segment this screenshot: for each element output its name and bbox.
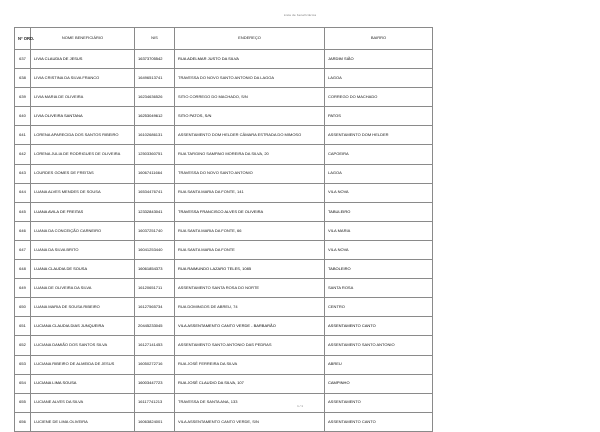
cell-ord: 638 xyxy=(15,69,31,88)
cell-bairro: SANTA ROSA xyxy=(325,279,433,298)
cell-ord: 642 xyxy=(15,145,31,164)
cell-ord: 654 xyxy=(15,374,31,393)
cell-nis: 16117741213 xyxy=(135,393,175,412)
beneficiary-table xyxy=(14,27,433,432)
cell-bairro: ASSENTAMENTO SANTO ANTONIO xyxy=(325,336,433,355)
cell-nome: LIVIA CRISTINA DA SILVA FRANCO xyxy=(31,69,135,88)
cell-nis: 16373705542 xyxy=(135,50,175,69)
cell-nis: 20445233045 xyxy=(135,317,175,336)
cell-endereco: RUA JOSÉ CLAUDIO DA SILVA, 107 xyxy=(175,374,325,393)
cell-ord: 647 xyxy=(15,240,31,259)
cell-nome: LUCIANE ALVES DA SILVA xyxy=(31,393,135,412)
cell-ord: 637 xyxy=(15,50,31,69)
table-row xyxy=(15,221,433,240)
cell-nis: 16041253440 xyxy=(135,240,175,259)
page-footer: 1 / 1 xyxy=(297,404,303,408)
table-row xyxy=(15,50,433,69)
cell-bairro: CENTRO xyxy=(325,298,433,317)
cell-ord: 646 xyxy=(15,221,31,240)
cell-bairro: CORREGO DO MACHADO xyxy=(325,88,433,107)
cell-nis: 16253049612 xyxy=(135,107,175,126)
table-row xyxy=(15,183,433,202)
cell-nis: 16050272716 xyxy=(135,355,175,374)
cell-nis: 16102686131 xyxy=(135,126,175,145)
cell-endereco: RUA DOMINGOS DE ABREU, 74 xyxy=(175,298,325,317)
table-row xyxy=(15,412,433,431)
cell-nis: 16534476741 xyxy=(135,183,175,202)
cell-nome: LORENA APARECIDA DOS SANTOS RIBEIRO xyxy=(31,126,135,145)
cell-endereco: TRAVESSA FRANCISCO ALVES DE OLIVEIRA xyxy=(175,202,325,221)
table-row xyxy=(15,260,433,279)
cell-nome: LUCIENE DE LIMA OLIVEIRA xyxy=(31,412,135,431)
cell-nome: LUANA DA SILVA BRITO xyxy=(31,240,135,259)
cell-bairro: LAGOA xyxy=(325,164,433,183)
cell-endereco: TRAVESSA DO NOVO SANTO ANTONIO xyxy=(175,164,325,183)
table-row xyxy=(15,336,433,355)
cell-endereco: RUA TARGINO SAMPAIO MOREIRA DA SILVA, 20 xyxy=(175,145,325,164)
cell-ord: 652 xyxy=(15,336,31,355)
cell-nis: 16234636526 xyxy=(135,88,175,107)
cell-ord: 641 xyxy=(15,126,31,145)
cell-endereco: RUA SANTA MARIA DA FONTE xyxy=(175,240,325,259)
cell-nome: LIVIA CLAUDIA DE JESUS xyxy=(31,50,135,69)
table-row xyxy=(15,279,433,298)
cell-nome: LOURDES GOMES DE FREITAS xyxy=(31,164,135,183)
cell-ord: 648 xyxy=(15,260,31,279)
cell-nis: 12503360751 xyxy=(135,145,175,164)
cell-ord: 650 xyxy=(15,298,31,317)
table-row xyxy=(15,69,433,88)
cell-nome: LUCIANA CLAUDIA DIAS JUNQUEIRA xyxy=(31,317,135,336)
table-row xyxy=(15,164,433,183)
cell-endereco: RUA JOSÉ FERREIRA DA SILVA xyxy=(175,355,325,374)
cell-endereco: TRAVESSA DE SANTA ANA, 133 xyxy=(175,393,325,412)
cell-endereco: SITIO PATOS, S/N xyxy=(175,107,325,126)
cell-bairro: ASSENTAMENTO CANTO xyxy=(325,317,433,336)
cell-endereco: RUA RAIMUNDO LAZARO TELES, 1085 xyxy=(175,260,325,279)
column-header-nome: NOME BENEFICIÁRIO xyxy=(31,28,135,50)
cell-endereco: TRAVESSA DO NOVO SANTO ANTONIO DA LAGOA xyxy=(175,69,325,88)
column-header-bairro: BAIRRO xyxy=(325,28,433,50)
cell-ord: 643 xyxy=(15,164,31,183)
cell-ord: 649 xyxy=(15,279,31,298)
cell-bairro: ABREU xyxy=(325,355,433,374)
cell-nis: 16061854373 xyxy=(135,260,175,279)
table-row xyxy=(15,393,433,412)
cell-bairro: TABULEIRO xyxy=(325,202,433,221)
cell-bairro: VILA NOVA xyxy=(325,183,433,202)
cell-nis: 12332843041 xyxy=(135,202,175,221)
table-row xyxy=(15,202,433,221)
cell-nome: LUANA AVILA DE FREITAS xyxy=(31,202,135,221)
cell-bairro: ASSENTAMENTO xyxy=(325,393,433,412)
table-header-row xyxy=(15,28,433,50)
cell-endereco: RUA SANTA MARIA DA FONTE, 141 xyxy=(175,183,325,202)
cell-bairro: CAPOEIRA xyxy=(325,145,433,164)
page-header: Lista de beneficiários xyxy=(283,13,317,17)
table-row xyxy=(15,355,433,374)
cell-endereco: RUA SANTA MARIA DA FONTE, 66 xyxy=(175,221,325,240)
cell-nome: LIVIA OLIVEIRA SANTANA xyxy=(31,107,135,126)
cell-bairro: LAGOA xyxy=(325,69,433,88)
cell-endereco: VILA ASSENTAMENTO CANTO VERDE, S/N xyxy=(175,412,325,431)
table-row xyxy=(15,374,433,393)
cell-nome: LUCIANA DAMIÃO DOS SANTOS SILVA xyxy=(31,336,135,355)
cell-nis: 16127141453 xyxy=(135,336,175,355)
cell-bairro: ASSENTAMENTO DOM HELDER xyxy=(325,126,433,145)
table-row xyxy=(15,145,433,164)
cell-ord: 651 xyxy=(15,317,31,336)
cell-bairro: TABOLEIRO xyxy=(325,260,433,279)
cell-endereco: SITIO CORREGO DO MACHADO, S/N xyxy=(175,88,325,107)
cell-endereco: ASSENTAMENTO SANTO ANTONIO DAS PEDRAS xyxy=(175,336,325,355)
cell-nome: LORENA JULIA DE RODRIGUES DE OLIVEIRA xyxy=(31,145,135,164)
cell-nis: 16120651711 xyxy=(135,279,175,298)
cell-nome: LUANA DA CONCEIÇÃO CARNEIRO xyxy=(31,221,135,240)
cell-ord: 645 xyxy=(15,202,31,221)
table-row xyxy=(15,126,433,145)
cell-ord: 639 xyxy=(15,88,31,107)
table-row xyxy=(15,240,433,259)
cell-bairro: VILA MARIA xyxy=(325,221,433,240)
column-header-nis: NIS xyxy=(135,28,175,50)
cell-nis: 16063824001 xyxy=(135,412,175,431)
cell-ord: 653 xyxy=(15,355,31,374)
table-row xyxy=(15,317,433,336)
cell-nome: LUCIANA RIBEIRO DE ALMEIDA DE JESUS xyxy=(31,355,135,374)
cell-nis: 16067411664 xyxy=(135,164,175,183)
cell-nome: LUANA CLAUDIA DE SOUSA xyxy=(31,260,135,279)
cell-endereco: VILA ASSENTAMENTO CANTO VERDE - BARBARÃO xyxy=(175,317,325,336)
cell-endereco: ASSENTAMENTO DOM HELDER CÂMARA ESTRADA DO MIMOSO xyxy=(175,126,325,145)
cell-bairro: CAMPINHO xyxy=(325,374,433,393)
cell-nome: LUANA DE OLIVEIRA DA SILVA xyxy=(31,279,135,298)
cell-nis: 16037251740 xyxy=(135,221,175,240)
cell-nome: LUCIANA LIMA SOUSA xyxy=(31,374,135,393)
table-row xyxy=(15,298,433,317)
cell-ord: 655 xyxy=(15,393,31,412)
cell-nome: LIVIA MARIA DE OLIVEIRA xyxy=(31,88,135,107)
table-row xyxy=(15,88,433,107)
table-row xyxy=(15,107,433,126)
cell-endereco: RUA ADELMAR JUSTO DA SILVA xyxy=(175,50,325,69)
cell-bairro: ASSENTAMENTO CANTO xyxy=(325,412,433,431)
cell-nis: 16003447723 xyxy=(135,374,175,393)
cell-bairro: VILA NOVA xyxy=(325,240,433,259)
cell-endereco: ASSENTAMENTO SANTA ROSA DO NORTE xyxy=(175,279,325,298)
cell-nis: 16496513741 xyxy=(135,69,175,88)
cell-ord: 644 xyxy=(15,183,31,202)
cell-nis: 16127565734 xyxy=(135,298,175,317)
cell-nome: LUANA ALVES MENDES DE SOUSA xyxy=(31,183,135,202)
column-header-ord: Nº ORD. xyxy=(15,28,31,50)
column-header-endereco: ENDEREÇO xyxy=(175,28,325,50)
cell-ord: 640 xyxy=(15,107,31,126)
cell-ord: 656 xyxy=(15,412,31,431)
cell-nome: LUANA MARIA DE SOUSA RIBEIRO xyxy=(31,298,135,317)
cell-bairro: PATOS xyxy=(325,107,433,126)
cell-bairro: JARDIM SIÃO xyxy=(325,50,433,69)
